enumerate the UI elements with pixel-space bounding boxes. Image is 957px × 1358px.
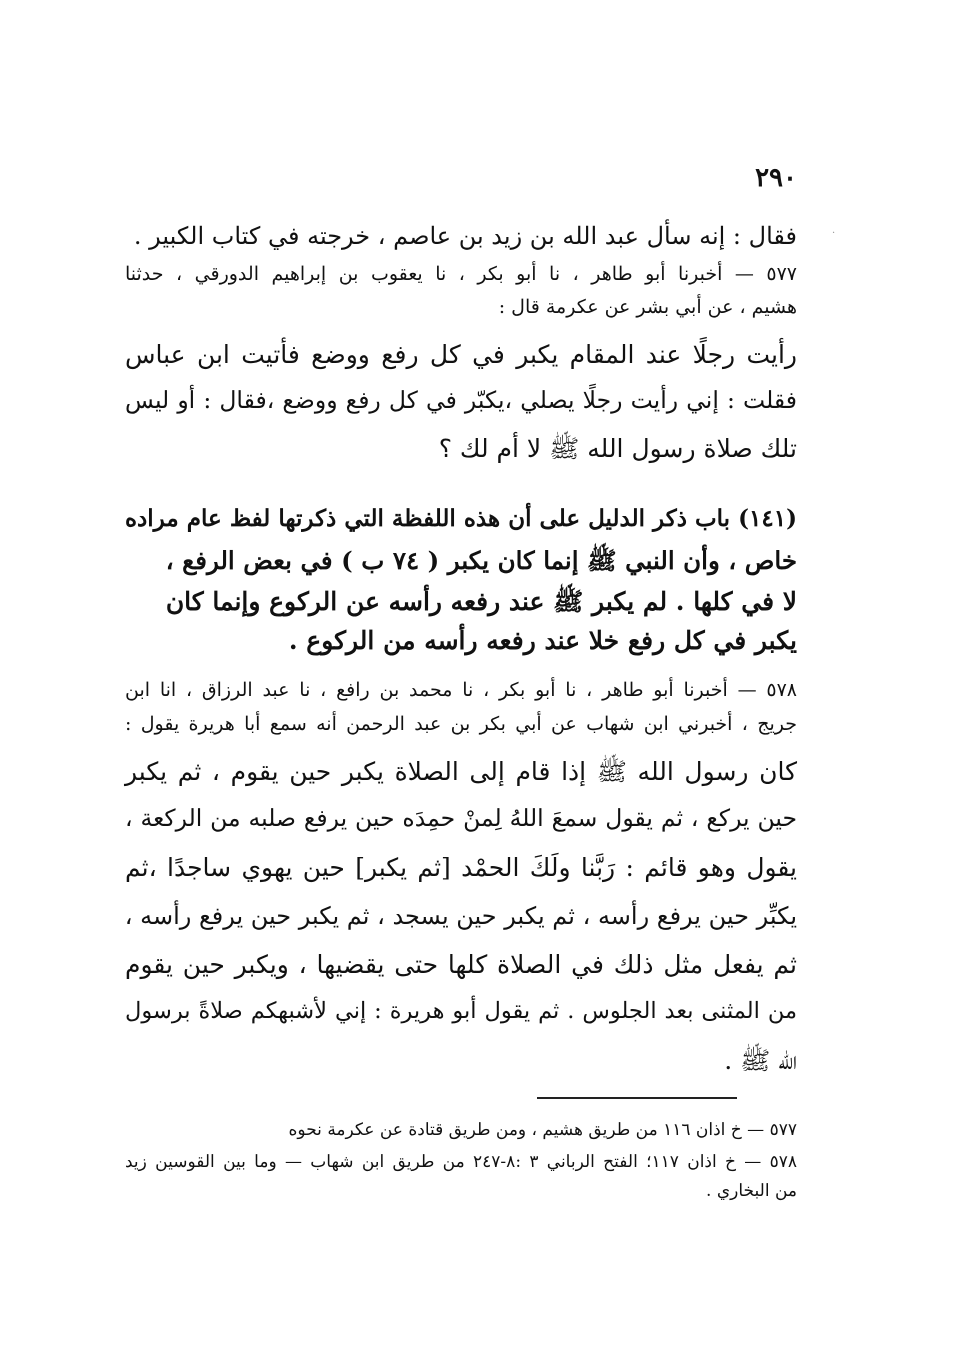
isnad-line: ٥٧٧ — أخبرنا أبو طاهر ، نا أبو بكر ، نا يعقوب بن إبراهيم الدورقي ، حدثنا: [125, 263, 797, 285]
footnote-line: من البخاري .: [706, 1181, 797, 1201]
margin-mark: ·: [832, 228, 836, 239]
text-line: كان رسول الله ﷺ إذا قام إلى الصلاة يكبر حين يقوم ، ثم يكبر: [125, 757, 797, 786]
page-number: ٢٩٠: [755, 163, 797, 193]
chapter-heading-line: يكبر في كل رفع خلا عند رفعه رأسه من الركوع .: [288, 626, 797, 655]
text-line: فقال : إنه سأل عبد الله بن زيد بن عاصم ، خرجته في كتاب الكبير .: [133, 222, 797, 250]
text-line: من المثنى بعد الجلوس . ثم يقول أبو هريرة : إني لأشبهكم صلاةً برسول: [125, 998, 797, 1024]
text-line: يكبِّر حين يرفع رأسه ، ثم يكبر حين يسجد ، ثم يكبر حين يرفع رأسه ،: [124, 902, 797, 930]
text-line: ثم يفعل مثل ذلك في الصلاة كلها حتى يقضيها ، ويكبر حين يقوم: [125, 950, 797, 979]
isnad-line: ٥٧٨ — أخبرنا أبو طاهر ، نا أبو بكر ، نا محمد بن رافع ، نا عبد الرزاق ، انا ابن: [125, 679, 797, 701]
isnad-line: جريج ، أخبرني ابن شهاب عن أبي بكر بن عبد الرحمن أنه سمع أبا هريرة يقول :: [125, 713, 797, 735]
text-line: فقلت : إني رأيت رجلًا يصلي ،يكبّر في كل رفع ووضع ،فقال : أو ليس: [125, 386, 797, 414]
chapter-heading-line: (١٤١) باب ذكر الدليل على أن هذه اللفظة التي ذكرتها لفظ عام مراده: [125, 505, 797, 532]
text-line: يقول وهو قائم : رَبَّنا ولَكَ الحمْد [ثم يكبر] حين يهوي ساجدًا ،ثم: [125, 853, 797, 882]
text-line: تلك صلاة رسول الله ﷺ لا أم لك ؟: [438, 434, 797, 463]
text-line: حين يركع ، ثم يقول سمعَ اللهُ لِمنْ حمِدَه حين يرفع صلبه من الركعة ،: [125, 804, 797, 832]
footnote-line: ٥٧٧ — خ اذان ١١٦ من طريق هشيم ، ومن طريق قتادة عن عكرمة نحوه: [288, 1120, 797, 1140]
footnote-line: ٥٧٨ — خ اذان ١١٧؛ الفتح الرباني ٣ :٨-٢٤٧ من طريق ابن شهاب — وما بين القوسين زيد: [125, 1152, 797, 1172]
chapter-heading-line: خاص ، وأن النبي ﷺ إنما كان يكبر ( ٧٤ ب ) في بعض الرفع ،: [165, 546, 797, 575]
isnad-line: هشيم ، عن أبي بشر عن عكرمة قال :: [498, 296, 797, 318]
footnote-separator: [537, 1097, 737, 1099]
chapter-heading-line: لا في كلها . لم يكبر ﷺ عند رفعه رأسه عن الركوع وإنما كان: [165, 587, 797, 616]
text-line: الله ﷺ .: [724, 1046, 797, 1075]
text-line: رأيت رجلًا عند المقام يكبر في كل رفع ووضع فأتيت ابن عباس: [125, 340, 797, 369]
